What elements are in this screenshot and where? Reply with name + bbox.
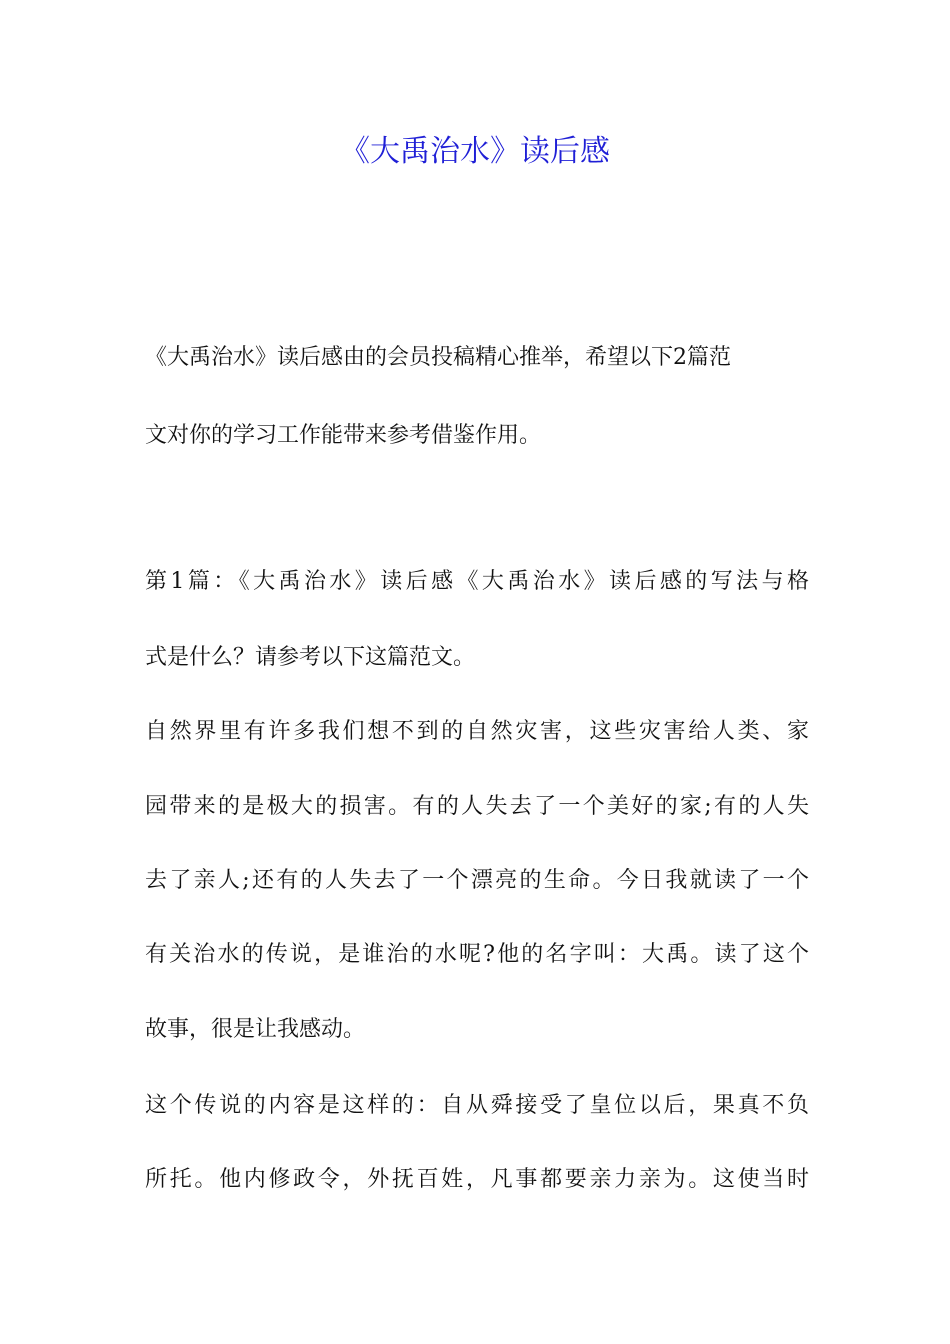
paragraph-1-line-3: 去了亲人;还有的人失去了一个漂亮的生命。今日我就读了一个 bbox=[145, 868, 809, 893]
article1-heading-line-2: 式是什么？请参考以下这篇范文。 bbox=[145, 645, 476, 670]
intro-line-2: 文对你的学习工作能带来参考借鉴作用。 bbox=[145, 423, 542, 448]
paragraph-2-line-1: 这个传说的内容是这样的：自从舜接受了皇位以后，果真不负 bbox=[145, 1093, 809, 1118]
paragraph-1-line-1: 自然界里有许多我们想不到的自然灾害，这些灾害给人类、家 bbox=[145, 719, 809, 744]
paragraph-1-line-4: 有关治水的传说，是谁治的水呢?他的名字叫：大禹。读了这个 bbox=[145, 942, 809, 967]
intro-line-1: 《大禹治水》读后感由的会员投稿精心推举，希望以下2篇范 bbox=[145, 345, 731, 370]
paragraph-2-line-2: 所托。他内修政令，外抚百姓，凡事都要亲力亲为。这使当时 bbox=[145, 1167, 809, 1192]
paragraph-1-line-2: 园带来的是极大的损害。有的人失去了一个美好的家;有的人失 bbox=[145, 794, 809, 819]
document-title: 《大禹治水》读后感 bbox=[340, 134, 610, 169]
article1-heading-line-1: 第1篇：《大禹治水》读后感《大禹治水》读后感的写法与格 bbox=[145, 569, 809, 594]
paragraph-1-line-5: 故事，很是让我感动。 bbox=[145, 1017, 366, 1042]
